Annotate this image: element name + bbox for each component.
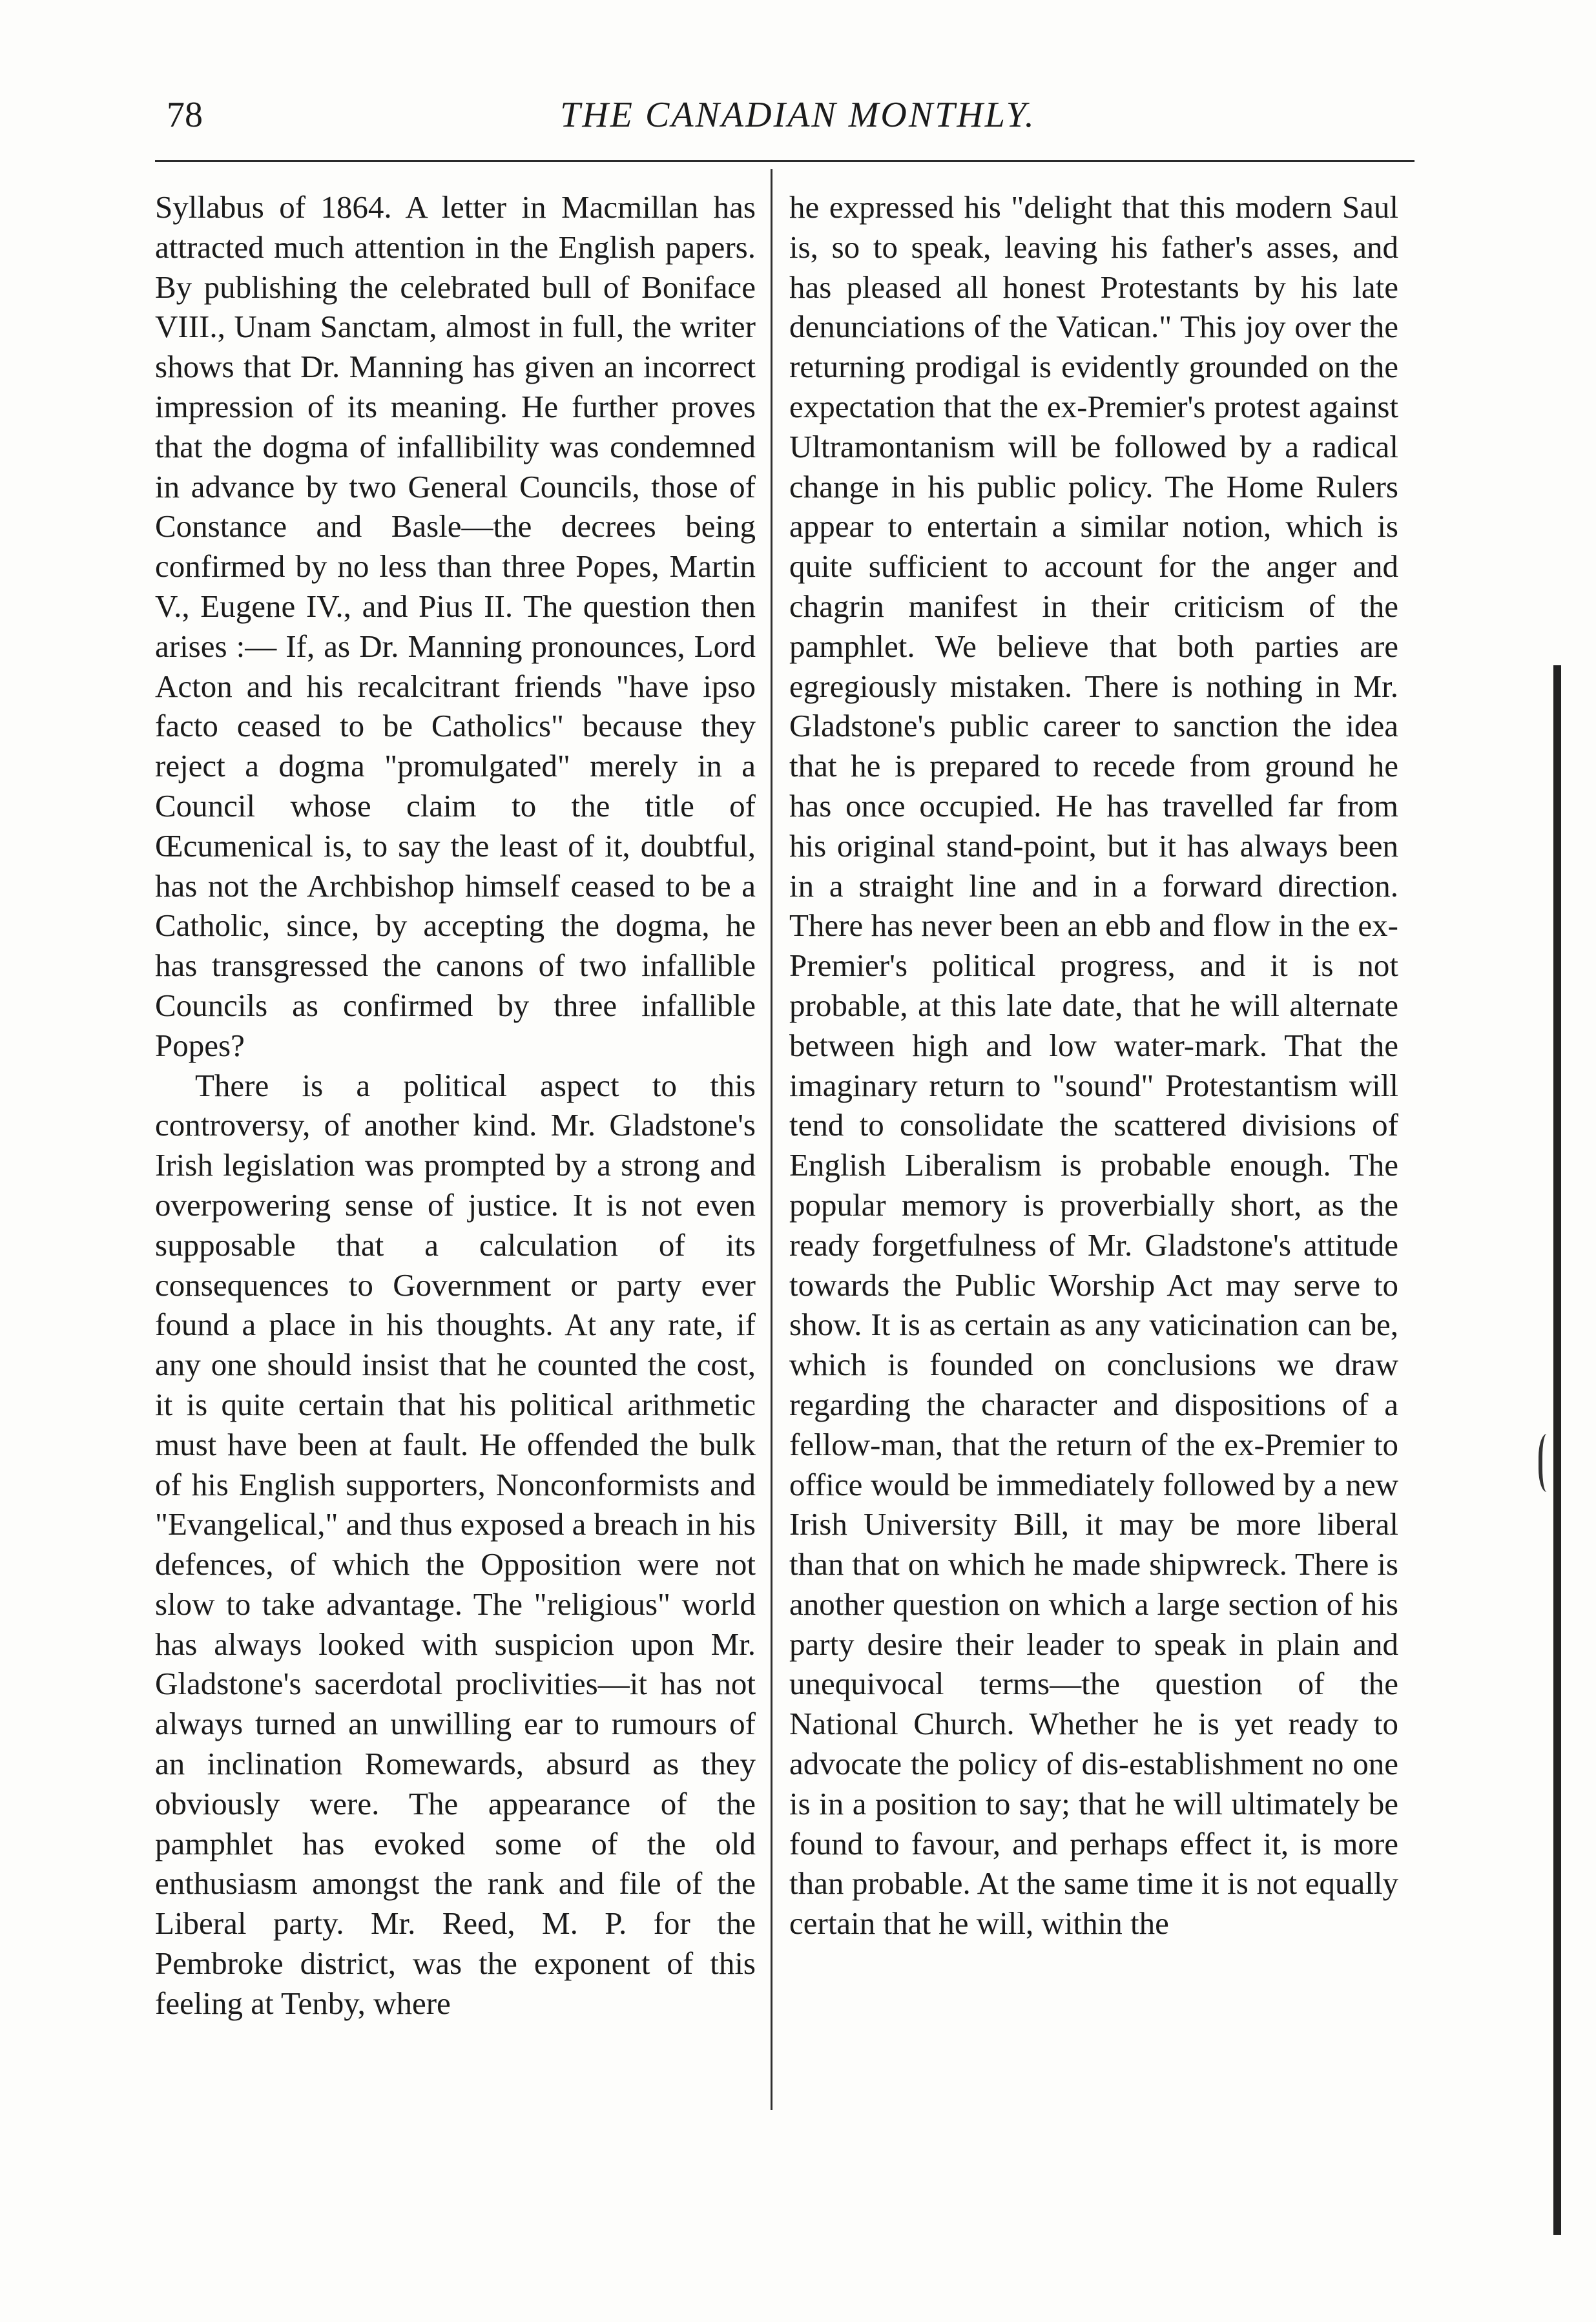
- paragraph: There is a political aspect to this controversy, of another kind. Mr. Gladstone's Irish legislation was prompted by a strong and overpowering sense of justice. It is not even supposable that a calculation of its consequences to Government or party ever found a place in his thoughts. At any rate, if any one should insist that he counted the cost, it is quite certain that his political arithmetic must have been at fault. He offended the bulk of his English supporters, Nonconformists and "Evangelical," and thus exposed a breach in his defences, of which the Opposition were not slow to take advantage. The "religious" world has always looked with suspicion upon Mr. Gladstone's sacerdotal proclivities—it has not always turned an unwilling ear to rumours of an inclination Romewards, absurd as they obviously were. The appearance of the pamphlet has evoked some of the old enthusiasm amongst the rank and file of the Liberal party. Mr. Reed, M. P. for the Pembroke district, was the exponent of this feeling at Tenby, where: [155, 1067, 756, 2021]
- left-column: [155, 187, 756, 2024]
- right-column: [789, 187, 1398, 1944]
- paragraph: he expressed his "delight that this modern Saul is, so to speak, leaving his father's asses, and has pleased all honest Protestants by his late denunciations of the Vatican." This joy over the returning prodigal is evidently grounded on the expectation that the ex-Premier's protest against Ultramontanism will be followed by a radical change in his public policy. The Home Rulers appear to entertain a similar notion, which is quite sufficient to account for the anger and chagrin manifest in their criticism of the pamphlet. We believe that both parties are egregiously mistaken. There is nothing in Mr. Gladstone's public career to sanction the idea that he is prepared to recede from ground he has once occupied. He has travelled far from his original stand-point, but it has always been in a straight line and in a forward direction. There has never been an ebb and flow in the ex-Premier's political progress, and it is not probable, at this late date, that he will alternate between high and low water-mark. That the imaginary return to "sound" Protestantism will tend to consolidate the scattered divisions of English Liberalism is probable enough. The popular memory is proverbially short, as the ready forgetfulness of Mr. Gladstone's attitude towards the Public Worship Act may serve to show. It is as certain as any vaticination can be, which is founded on conclusions we draw regarding the character and dispositions of a fellow-man, that the return of the ex-Premier to office would be immediately followed by a new Irish University Bill, it may be more liberal than that on which he made shipwreck. There is another question on which a large section of his party desire their leader to speak in plain and unequivocal terms—the question of the National Church. Whether he is yet ready to advocate the policy of dis-establishment no one is in a position to say; that he will ultimately be found to favour, and perhaps effect it, is more than probable. At the same time it is not equally certain that he will, within the: [789, 189, 1398, 1942]
- header-rule: [155, 160, 1415, 162]
- column-divider: [771, 169, 772, 2110]
- paragraph: Syllabus of 1864. A letter in Macmillan has attracted much attention in the English papers. By publishing the celebrated bull of Boniface VIII., Unam Sanctam, almost in full, the writer shows that Dr. Manning has given an incorrect impression of its meaning. He further proves that the dogma of infallibility was condemned in advance by two General Councils, those of Constance and Basle—the decrees being confirmed by no less than three Popes, Martin V., Eugene IV., and Pius II. The question then arises :— If, as Dr. Manning pronounces, Lord Acton and his recalcitrant friends "have ipso facto ceased to be Catholics" because they reject a dogma "promulgated" merely in a Council whose claim to the title of Œcumenical is, to say the least of it, doubtful, has not the Archbishop himself ceased to be a Catholic, since, by accepting the dogma, he has transgressed the canons of two infallible Councils as confirmed by three infallible Popes?: [155, 189, 756, 1063]
- running-title: THE CANADIAN MONTHLY.: [560, 95, 1036, 135]
- page-number: 78: [167, 95, 203, 135]
- scan-bracket-mark: [1539, 1434, 1559, 1492]
